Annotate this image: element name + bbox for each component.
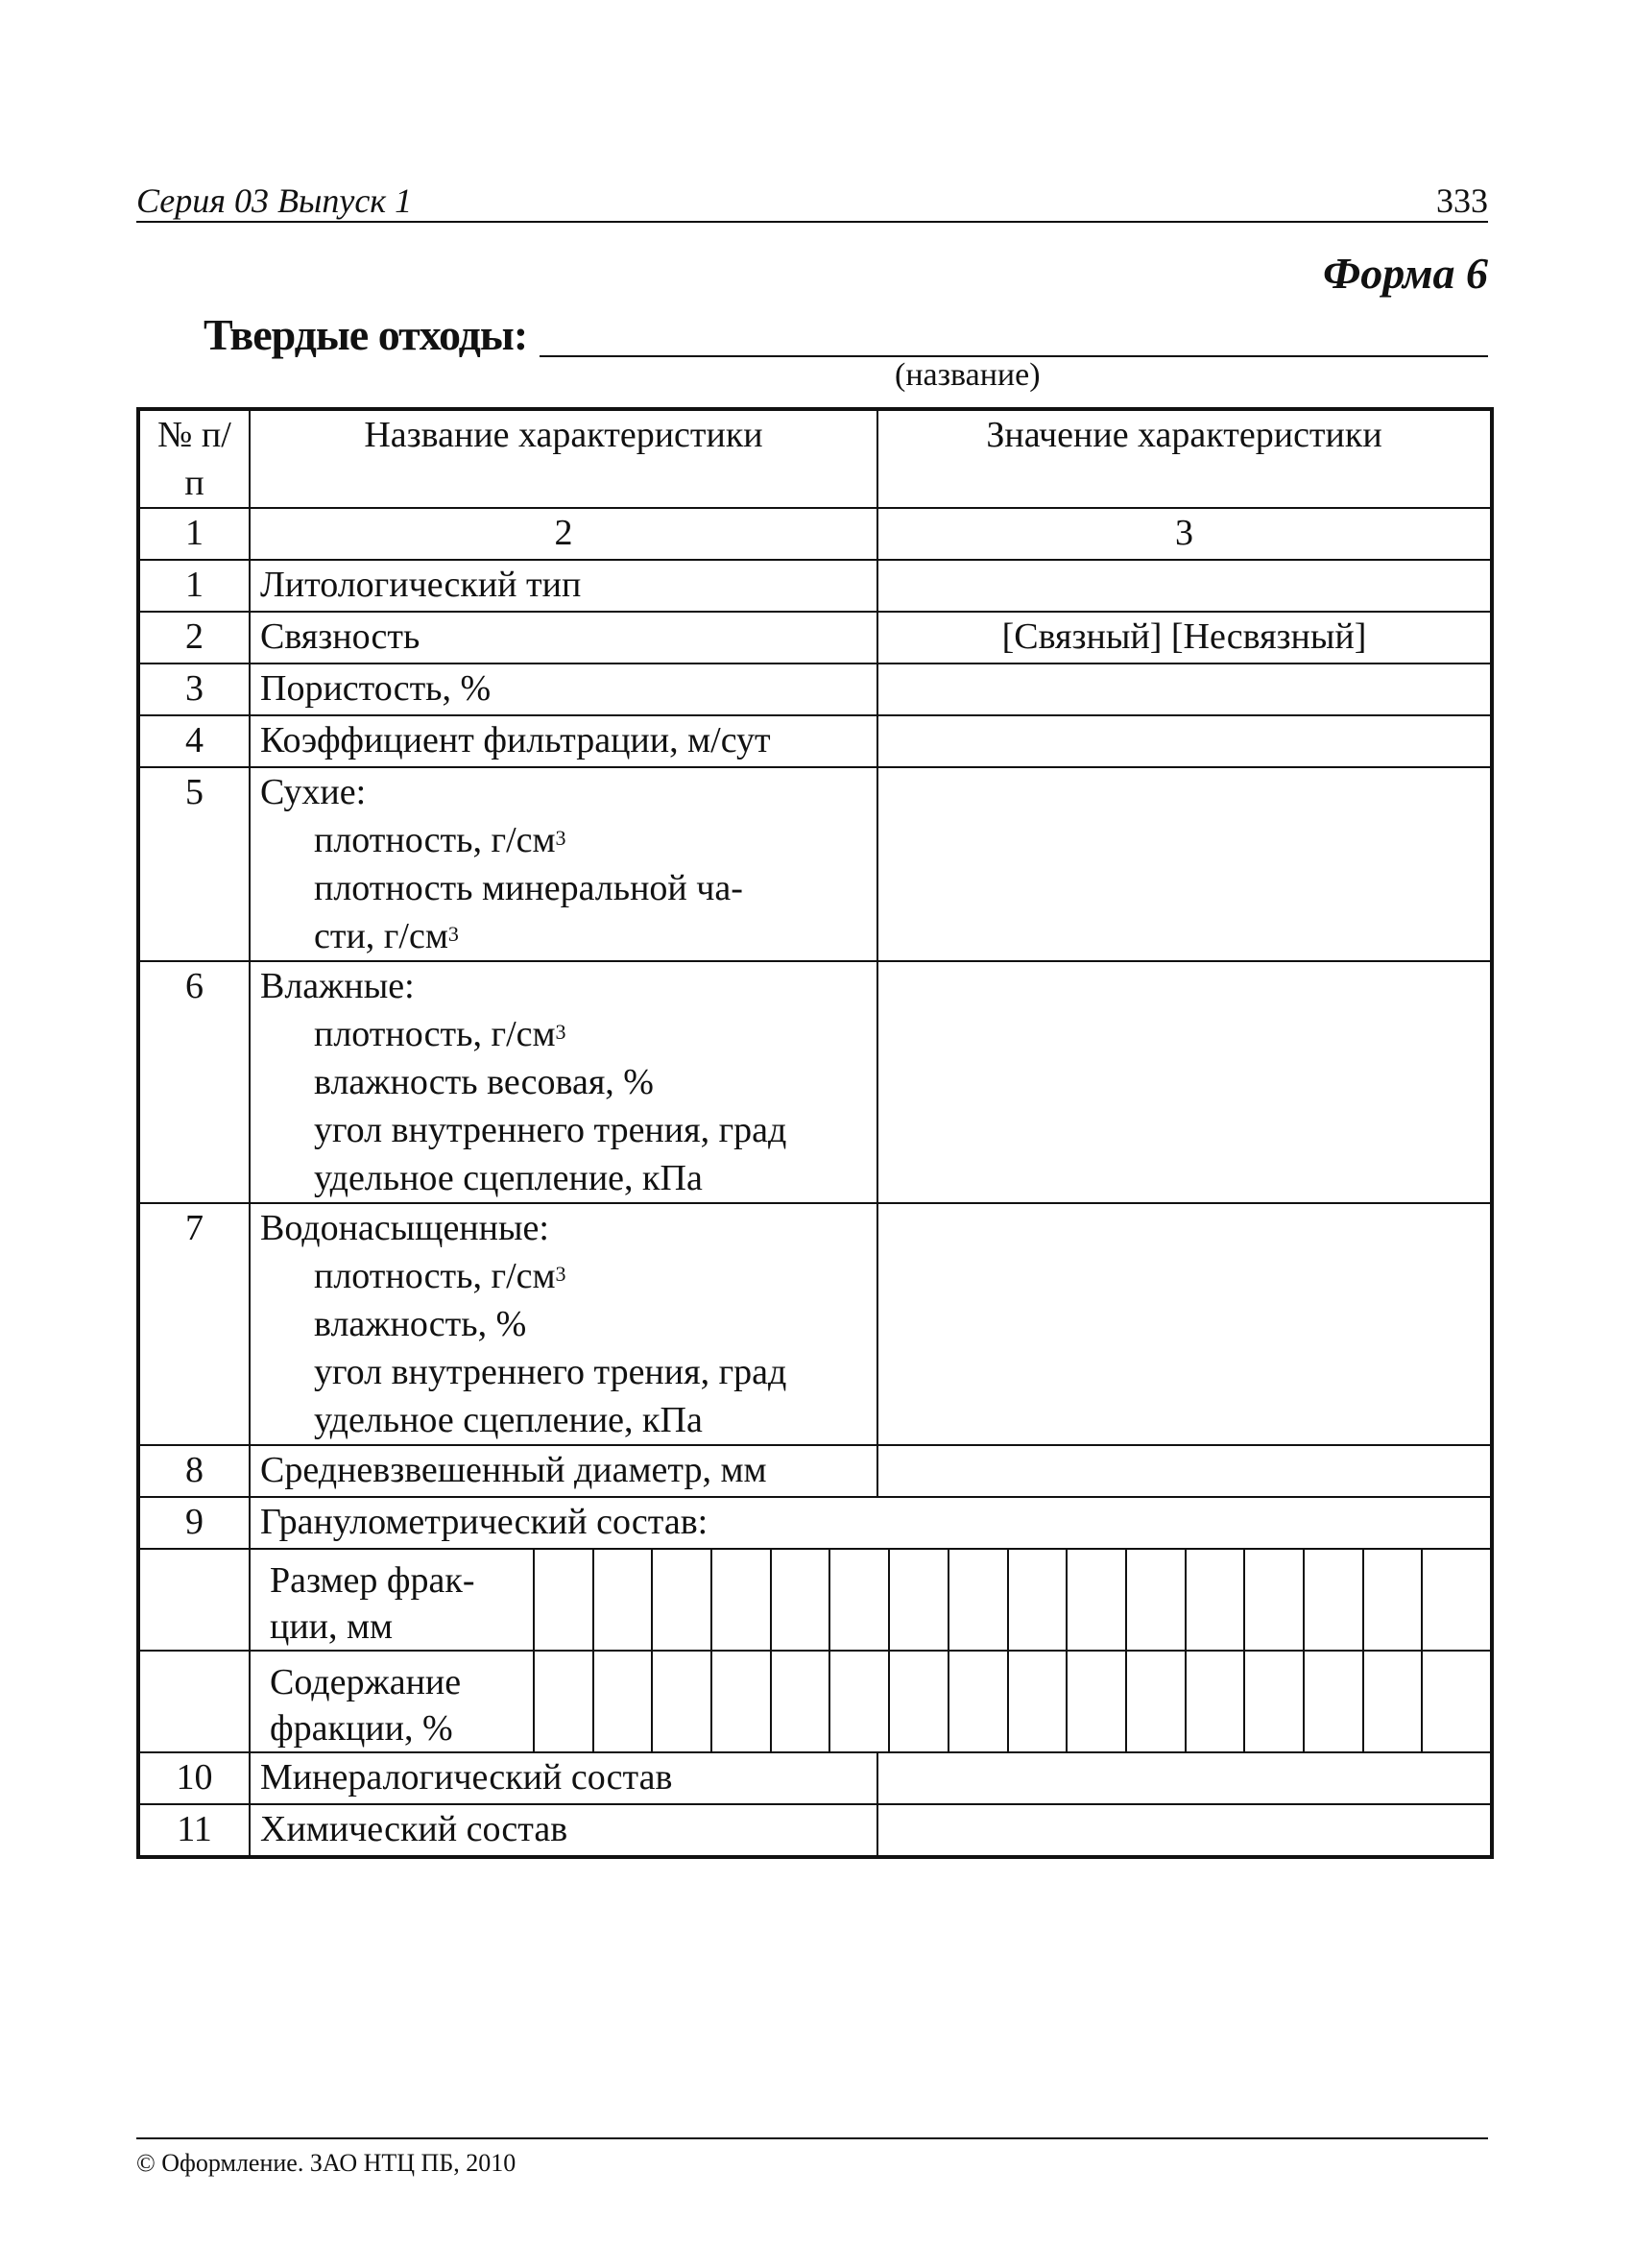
- col-number-3: 3: [877, 508, 1492, 560]
- row-name: Связность: [250, 612, 877, 664]
- page-number: 333: [1436, 181, 1488, 220]
- row-name: [250, 961, 877, 1203]
- row-subitem: плотность, $г/см^3$: [314, 1014, 566, 1054]
- fraction-content-cells[interactable]: [535, 1652, 1480, 1751]
- page-title: Твердые отходы:: [204, 310, 528, 359]
- row-number: 6: [138, 961, 250, 1203]
- row-number: 8: [138, 1445, 250, 1497]
- form-label: Форма 6: [1323, 249, 1488, 298]
- row-name: [250, 767, 877, 961]
- table-row: [138, 715, 1492, 767]
- row-name: Гранулометрический состав:: [250, 1497, 1492, 1549]
- row-number: 3: [138, 664, 250, 715]
- row-value-field[interactable]: [877, 664, 1492, 715]
- row-name: Коэффициент фильтрации, м/сут: [250, 715, 877, 767]
- row-title: Влажные:: [260, 966, 415, 1006]
- table-row: [138, 1804, 1492, 1857]
- fraction-size-label: Размер фрак- ции, мм: [260, 1550, 535, 1650]
- fraction-content-label: Содержание фракции, %: [260, 1652, 535, 1751]
- empty-number-cell: [138, 1651, 250, 1752]
- row-subitem: сти, $г/см^3$: [314, 916, 459, 956]
- row-name: Пористость, %: [250, 664, 877, 715]
- row-name: Химический состав: [250, 1804, 877, 1857]
- row-number: 10: [138, 1752, 250, 1804]
- table-row: [138, 664, 1492, 715]
- fraction-size-row: [138, 1549, 1492, 1651]
- title-hint: (название): [895, 357, 1041, 393]
- copyright-footer: © Оформление. ЗАО НТЦ ПБ, 2010: [136, 2149, 516, 2177]
- row-value-field[interactable]: [877, 715, 1492, 767]
- empty-number-cell: [138, 1549, 250, 1651]
- row-subitem: влажность весовая, %: [314, 1062, 654, 1102]
- footer-divider: [136, 2137, 1488, 2139]
- characteristics-table: [136, 407, 1494, 1859]
- table-row: [138, 560, 1492, 612]
- table-row: [138, 612, 1492, 664]
- fraction-content-row: [138, 1651, 1492, 1752]
- row-subitem: плотность, $г/см^3$: [314, 820, 566, 860]
- header-value: Значение характеристики: [877, 409, 1492, 508]
- title-block: [204, 309, 1488, 363]
- row-value-field[interactable]: [877, 961, 1492, 1203]
- row-value-field[interactable]: [Связный] [Несвязный]: [877, 612, 1492, 664]
- row-name: Литологический тип: [250, 560, 877, 612]
- row-subitem: плотность, $г/см^3$: [314, 1256, 566, 1296]
- table-row: [138, 1445, 1492, 1497]
- row-value-field[interactable]: [877, 1804, 1492, 1857]
- row-subitem: угол внутреннего трения, град: [314, 1352, 787, 1392]
- header-divider: [136, 221, 1488, 223]
- row-number: 2: [138, 612, 250, 664]
- row-name: Минералогический состав: [250, 1752, 877, 1804]
- row-number: 5: [138, 767, 250, 961]
- row-value-field[interactable]: [877, 1445, 1492, 1497]
- row-title: Сухие:: [260, 772, 367, 812]
- row-subitem: удельное сцепление, кПа: [314, 1400, 703, 1440]
- fraction-size-cells[interactable]: [535, 1550, 1480, 1650]
- row-value-field[interactable]: [877, 1752, 1492, 1804]
- fraction-size-grid: [250, 1549, 1492, 1651]
- row-subitem: удельное сцепление, кПа: [314, 1158, 703, 1198]
- table-row-dry: [138, 767, 1492, 961]
- row-number: 1: [138, 560, 250, 612]
- header-name: Название характеристики: [250, 409, 877, 508]
- table-header-row: [138, 409, 1492, 508]
- column-numbers-row: [138, 508, 1492, 560]
- table-row: [138, 1752, 1492, 1804]
- row-title: Водонасыщенные:: [260, 1208, 549, 1248]
- col-number-2: 2: [250, 508, 877, 560]
- row-value-field[interactable]: [877, 560, 1492, 612]
- fraction-content-grid: [250, 1651, 1492, 1752]
- series-label: Серия 03 Выпуск 1: [136, 181, 413, 220]
- row-number: 9: [138, 1497, 250, 1549]
- row-value-field[interactable]: [877, 1203, 1492, 1445]
- row-name: Средневзвешенный диаметр, мм: [250, 1445, 877, 1497]
- header-number: № п/п: [138, 409, 250, 508]
- row-number: 4: [138, 715, 250, 767]
- row-subitem: угол внутреннего трения, град: [314, 1110, 787, 1150]
- row-subitem: влажность, %: [314, 1304, 527, 1344]
- row-value-field[interactable]: [877, 767, 1492, 961]
- table-row-saturated: [138, 1203, 1492, 1445]
- table-row: [138, 1497, 1492, 1549]
- row-name: [250, 1203, 877, 1445]
- table-row-wet: [138, 961, 1492, 1203]
- row-subitem: плотность минеральной ча-: [314, 868, 743, 908]
- row-number: 7: [138, 1203, 250, 1445]
- row-number: 11: [138, 1804, 250, 1857]
- col-number-1: 1: [138, 508, 250, 560]
